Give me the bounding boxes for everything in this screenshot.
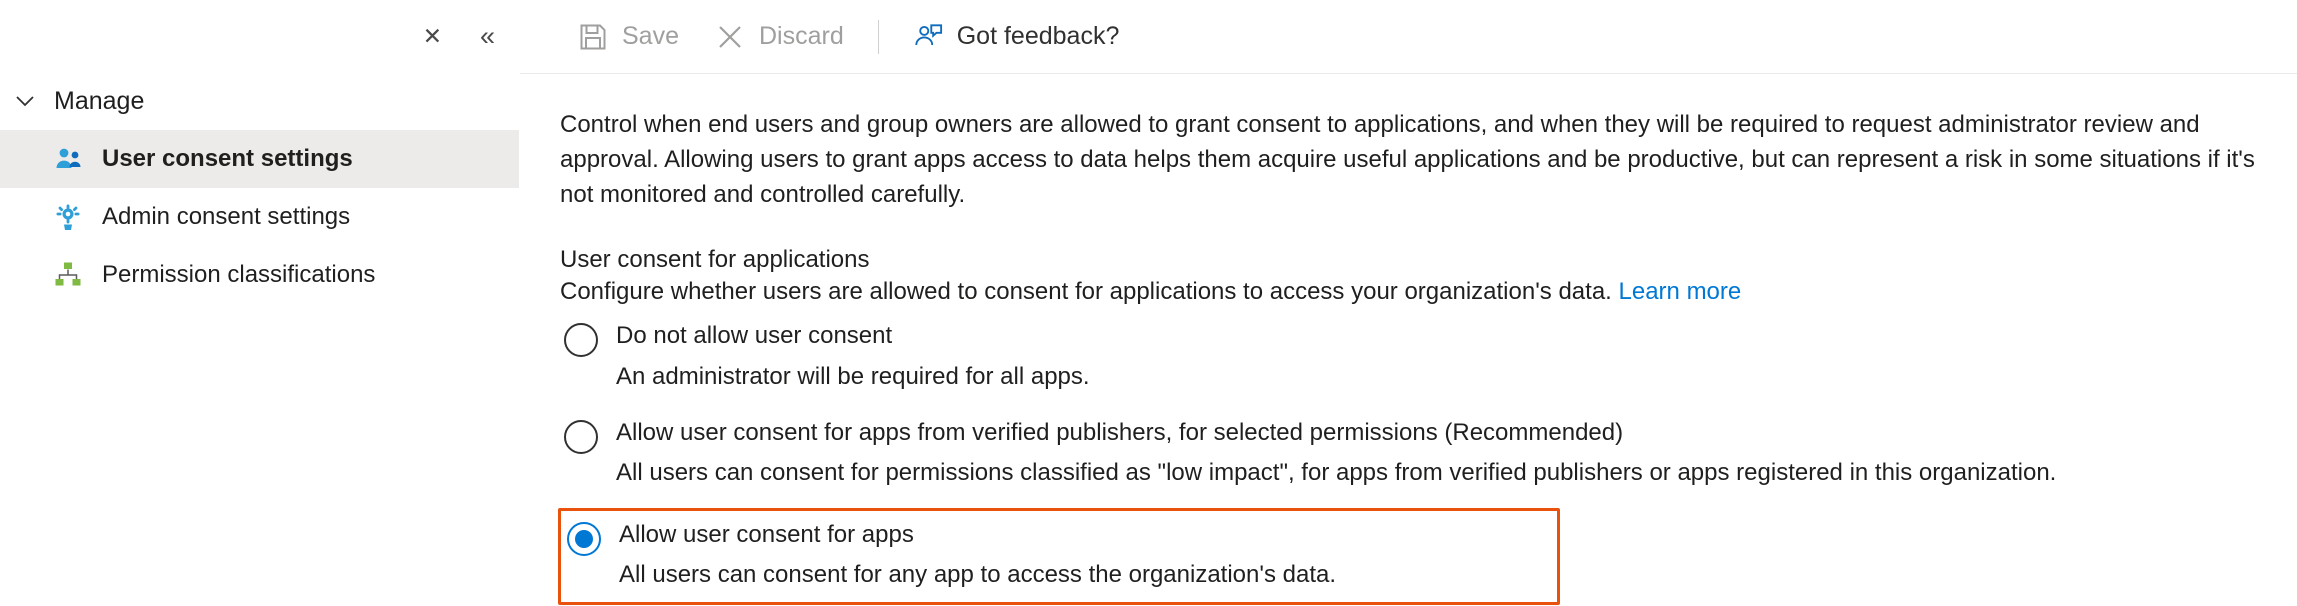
x-icon (715, 22, 745, 52)
double-chevron-left-icon[interactable]: « (479, 20, 495, 51)
user-consent-radio-group (560, 314, 2257, 604)
sidebar-item-label: Admin consent settings (102, 203, 351, 230)
sidebar-item-label: Permission classifications (102, 261, 376, 288)
radio-label: Allow user consent for apps (619, 520, 914, 548)
radio-text-block (619, 519, 1336, 592)
radio-option-verified-publishers[interactable] (560, 411, 2257, 496)
radio-sublabel: All users can consent for permissions classified as "low impact", for apps from verified publishers or apps registered in this organization. (616, 459, 2057, 487)
sidebar-item-permission-classifications[interactable] (0, 246, 519, 304)
got-feedback-label: Got feedback? (956, 22, 1120, 50)
panel-topbar (0, 0, 519, 72)
settings-content (520, 74, 2297, 605)
discard-label: Discard (758, 22, 844, 50)
save-button[interactable] (560, 11, 697, 63)
permission-classifications-icon (52, 259, 84, 291)
admin-consent-icon (52, 201, 84, 233)
sidebar-item-admin-consent-settings[interactable] (0, 188, 519, 246)
user-consent-icon (52, 143, 84, 175)
radio-text-block (616, 417, 2056, 490)
learn-more-link[interactable]: Learn more (1618, 278, 1742, 306)
radio-selected-dot (575, 530, 593, 548)
save-disk-icon (578, 22, 608, 52)
section-title: User consent for applications (560, 246, 870, 274)
save-label: Save (622, 22, 679, 50)
radio-button[interactable] (564, 323, 598, 357)
command-bar (520, 0, 2297, 74)
sidebar-item-user-consent-settings[interactable] (0, 130, 519, 188)
radio-text-block (616, 320, 1090, 393)
close-icon[interactable]: ✕ (422, 22, 442, 49)
radio-option-do-not-allow[interactable] (560, 314, 2257, 399)
command-bar-divider (878, 20, 879, 54)
radio-sublabel: An administrator will be required for all apps. (616, 362, 1090, 390)
got-feedback-button[interactable] (895, 11, 1138, 63)
radio-button[interactable] (567, 522, 601, 556)
nav-group-label: Manage (54, 86, 145, 115)
left-navigation-panel (0, 0, 520, 606)
chevron-down-icon (10, 86, 40, 116)
nav-group-manage[interactable] (0, 72, 519, 130)
sidebar-item-label: User consent settings (102, 145, 353, 172)
radio-button[interactable] (564, 420, 598, 454)
feedback-person-icon (913, 22, 943, 52)
radio-option-allow-user-consent[interactable] (558, 508, 1560, 605)
radio-sublabel: All users can consent for any app to access the organization's data. (619, 561, 1336, 589)
discard-button[interactable] (697, 11, 862, 63)
radio-label: Allow user consent for apps from verified publishers, for selected permissions (Recommended) (616, 419, 1624, 447)
section-description-text: Configure whether users are allowed to consent for applications to access your organization's data. (560, 278, 1612, 306)
section-description (560, 278, 2257, 306)
radio-label: Do not allow user consent (616, 322, 893, 350)
main-content (520, 0, 2297, 606)
intro-paragraph: Control when end users and group owners are allowed to grant consent to applications, and when they will be required to request administrator review and approval. Allowing users to grant apps access to data helps them acquire useful applications and be productive, but can represent a risk in some situations if it's not monitored and controlled carefully. (560, 111, 2255, 208)
